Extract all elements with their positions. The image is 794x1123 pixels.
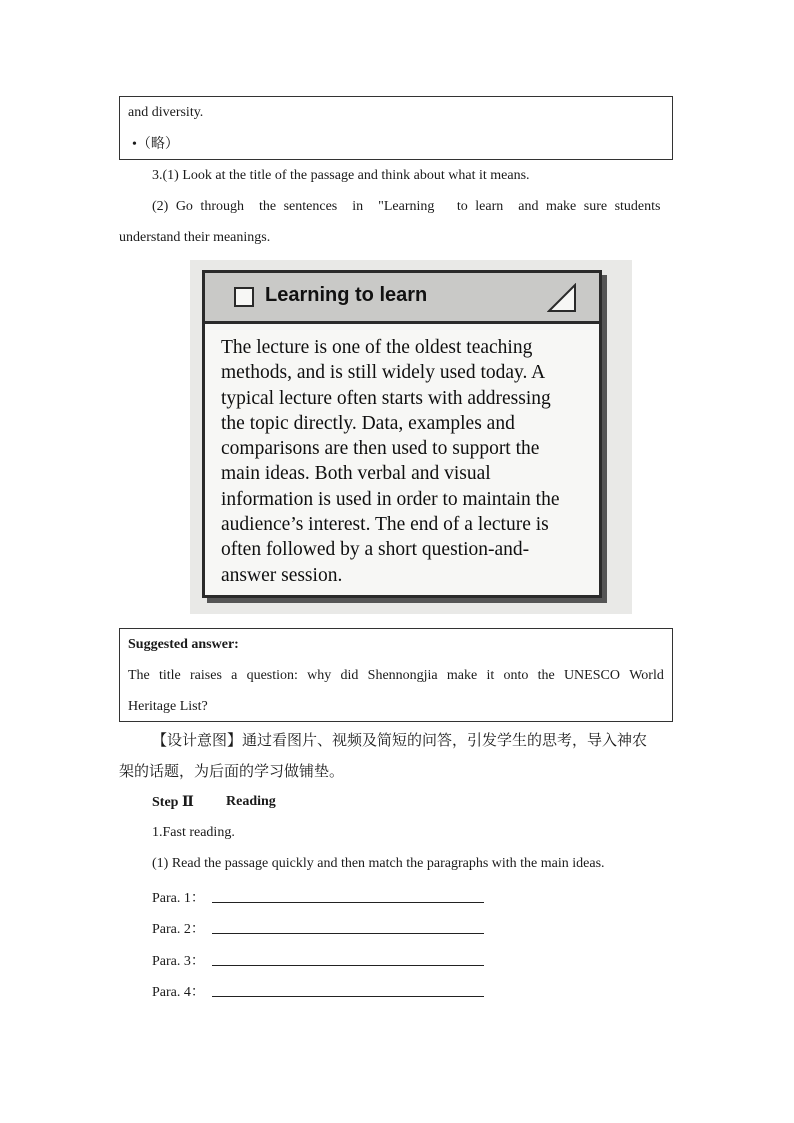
suggested-answer-heading: Suggested answer: [128,637,239,652]
fast-reading-instruction: (1) Read the passage quickly and then match the paragraphs with the main ideas. [152,856,605,871]
task-3-2-line1 [152,199,670,215]
body-line: information is used in order to maintain the [221,488,560,510]
design-intent-text: 【设计意图】通过看图片、视频及简短的问答，引发学生的思考，导入神农 [152,731,648,749]
box-text: and diversity. [128,105,204,120]
para-4-answer-blank[interactable] [212,982,484,997]
step-title: Reading [226,794,276,809]
body-line: The lecture is one of the oldest teaching [221,337,533,358]
word: it [486,668,495,683]
box-bullet-text: •（略） [132,137,179,152]
learning-window [202,270,602,598]
word: make [446,668,478,683]
body-line: the topic directly. Data, examples and [221,412,515,434]
para-4-label: Para. 4： [152,985,205,1000]
step-label: Step Ⅱ [152,795,194,810]
task-3-1: 3.(1) Look at the title of the passage and think about what it means. [152,168,530,183]
para-1-answer-blank[interactable] [212,888,484,903]
body-line: typical lecture often starts with addressing [221,387,551,409]
word: World [629,668,664,683]
word: did [340,668,359,683]
design-intent-line2: 架的话题，为后面的学习做铺垫。 [119,762,345,780]
task-3-2-line2: understand their meanings. [119,230,271,245]
suggested-answer-box [119,628,673,722]
para-2-answer-blank[interactable] [212,919,484,934]
body-line: methods, and is still widely used today. A [221,362,546,384]
para-3-label: Para. 3： [152,954,205,969]
word: a [231,668,238,683]
suggested-answer-line1 [128,668,664,684]
corner-triangle-icon [547,283,577,313]
body-line: answer session. [221,564,343,586]
body-line: often followed by a short question-and- [221,539,530,561]
word: question: [246,668,298,683]
word: title [159,668,181,683]
body-line: audience’s interest. The end of a lecture is [221,514,549,536]
design-intent-line1 [152,729,647,750]
para-1-label: Para. 1： [152,891,205,906]
word: Shennongjia [367,668,438,683]
fast-reading-heading: 1.Fast reading. [152,825,235,840]
word: raises [190,668,222,683]
answer-box-continued [119,96,673,160]
word: UNESCO [563,668,620,683]
word: the [537,668,555,683]
para-2-label: Para. 2： [152,922,205,937]
checkbox-icon [234,287,254,307]
window-body [221,335,593,588]
word: The [128,668,150,683]
window-title: Learning to learn [265,284,428,306]
scanned-figure [190,260,632,614]
para-3-answer-blank[interactable] [212,951,484,966]
word: why [307,668,332,683]
body-line: main ideas. Both verbal and visual [221,463,491,485]
window-title-bar [205,273,599,324]
body-line: comparisons are then used to support the [221,438,540,460]
task-3-2-text: (2) Go through the sentences in "Learning to learn and make sure students [152,199,661,214]
suggested-answer-line2: Heritage List? [128,699,208,714]
word: onto [503,668,529,683]
